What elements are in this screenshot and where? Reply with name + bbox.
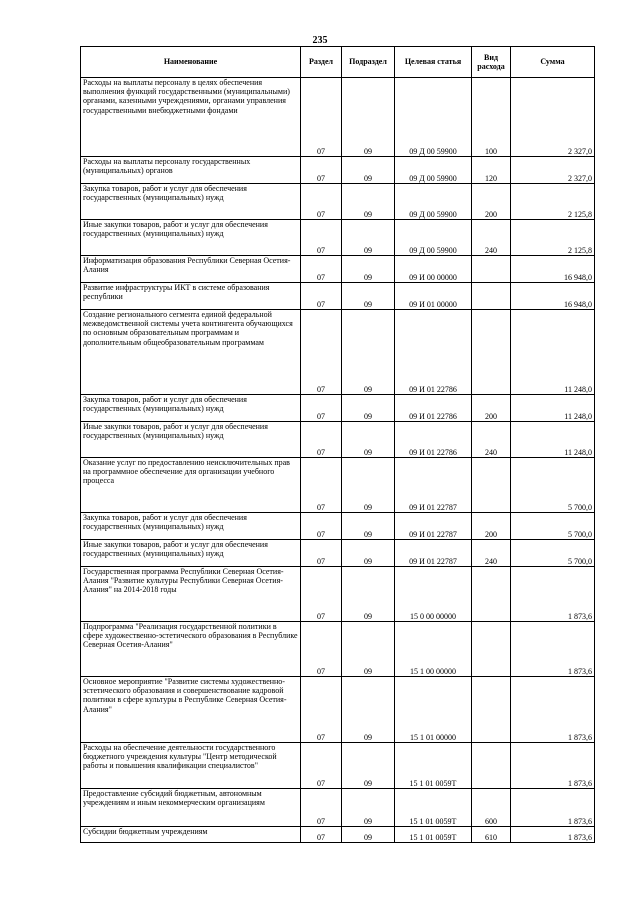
header-section: Раздел — [301, 47, 342, 78]
row-subsection: 09 — [342, 743, 395, 789]
row-section: 07 — [301, 184, 342, 220]
row-subsection: 09 — [342, 540, 395, 567]
row-sum: 1 873,6 — [511, 567, 595, 622]
row-subsection: 09 — [342, 157, 395, 184]
row-sum: 1 873,6 — [511, 622, 595, 677]
table-row — [81, 827, 595, 843]
row-sum: 11 248,0 — [511, 422, 595, 458]
row-target: 15 1 01 0059Т — [395, 789, 472, 827]
row-type — [472, 256, 511, 283]
row-sum: 11 248,0 — [511, 310, 595, 395]
row-type: 200 — [472, 395, 511, 422]
row-subsection: 09 — [342, 395, 395, 422]
row-type — [472, 743, 511, 789]
row-target: 09 И 01 22787 — [395, 458, 472, 513]
row-sum: 16 948,0 — [511, 283, 595, 310]
table-row — [81, 458, 595, 513]
row-section: 07 — [301, 157, 342, 184]
row-target: 09 Д 00 59900 — [395, 78, 472, 157]
row-target: 09 И 01 22786 — [395, 310, 472, 395]
row-subsection: 09 — [342, 789, 395, 827]
row-section: 07 — [301, 513, 342, 540]
row-target: 09 Д 00 59900 — [395, 220, 472, 256]
row-section: 07 — [301, 743, 342, 789]
page-number: 235 — [312, 35, 328, 46]
row-section: 07 — [301, 422, 342, 458]
row-section: 07 — [301, 283, 342, 310]
row-name: Создание регионального сегмента единой федеральной межведомственной системы учета контингента обучающихся по основным образовательным программам и дополнительным общеобразовательным программам — [81, 310, 301, 395]
row-type: 120 — [472, 157, 511, 184]
row-target: 09 И 01 22787 — [395, 540, 472, 567]
row-sum: 1 873,6 — [511, 677, 595, 743]
row-target: 15 0 00 00000 — [395, 567, 472, 622]
table-row — [81, 283, 595, 310]
table-row — [81, 622, 595, 677]
table-header-row — [81, 47, 595, 78]
row-subsection: 09 — [342, 220, 395, 256]
row-section: 07 — [301, 567, 342, 622]
table-row — [81, 220, 595, 256]
row-subsection: 09 — [342, 256, 395, 283]
row-target: 09 Д 00 59900 — [395, 184, 472, 220]
row-target: 15 1 00 00000 — [395, 622, 472, 677]
row-subsection: 09 — [342, 827, 395, 843]
table-row — [81, 310, 595, 395]
row-section: 07 — [301, 789, 342, 827]
row-name: Расходы на обеспечение деятельности государственного бюджетного учреждения культуры "Центр методической работы и повышения квалификации специалистов" — [81, 743, 301, 789]
row-subsection: 09 — [342, 283, 395, 310]
row-name: Оказание услуг по предоставлению неисключительных прав на программное обеспечение для организации учебного процесса — [81, 458, 301, 513]
row-name: Предоставление субсидий бюджетным, автономным учреждениям и иным некоммерческим организациям — [81, 789, 301, 827]
row-section: 07 — [301, 310, 342, 395]
row-name: Основное мероприятие "Развитие системы художественно-эстетического образования и совершенствование кадровой политики в сфере культуры в Республике Северная Осетия-Алания" — [81, 677, 301, 743]
header-type: Вид расхода — [472, 47, 511, 78]
row-sum: 5 700,0 — [511, 540, 595, 567]
table-row — [81, 677, 595, 743]
row-type: 240 — [472, 220, 511, 256]
row-name: Закупка товаров, работ и услуг для обеспечения государственных (муниципальных) нужд — [81, 513, 301, 540]
row-sum: 2 125,8 — [511, 220, 595, 256]
row-type — [472, 458, 511, 513]
row-sum: 1 873,6 — [511, 743, 595, 789]
row-section: 07 — [301, 622, 342, 677]
row-subsection: 09 — [342, 513, 395, 540]
row-sum: 2 327,0 — [511, 157, 595, 184]
row-name: Иные закупки товаров, работ и услуг для обеспечения государственных (муниципальных) нужд — [81, 422, 301, 458]
row-section: 07 — [301, 395, 342, 422]
table-row — [81, 540, 595, 567]
row-sum: 16 948,0 — [511, 256, 595, 283]
header-sum: Сумма — [511, 47, 595, 78]
row-sum: 5 700,0 — [511, 458, 595, 513]
row-name: Закупка товаров, работ и услуг для обеспечения государственных (муниципальных) нужд — [81, 184, 301, 220]
row-type: 240 — [472, 422, 511, 458]
header-subsection: Подраздел — [342, 47, 395, 78]
row-target: 09 И 01 22787 — [395, 513, 472, 540]
row-sum: 2 125,8 — [511, 184, 595, 220]
row-sum: 1 873,6 — [511, 789, 595, 827]
row-target: 09 И 01 00000 — [395, 283, 472, 310]
row-target: 15 1 01 0059Т — [395, 827, 472, 843]
row-name: Субсидии бюджетным учреждениям — [81, 827, 301, 843]
row-type: 200 — [472, 184, 511, 220]
table-row — [81, 184, 595, 220]
row-type — [472, 677, 511, 743]
row-type: 610 — [472, 827, 511, 843]
row-sum: 2 327,0 — [511, 78, 595, 157]
row-target: 09 Д 00 59900 — [395, 157, 472, 184]
table-row — [81, 157, 595, 184]
row-name: Расходы на выплаты персоналу в целях обеспечения выполнения функций государственными (муниципальными) органами, казенными учреждениями, органами управления государственными внебюджетными фондами — [81, 78, 301, 157]
row-sum: 1 873,6 — [511, 827, 595, 843]
row-target: 09 И 00 00000 — [395, 256, 472, 283]
row-section: 07 — [301, 458, 342, 513]
row-section: 07 — [301, 256, 342, 283]
row-type: 240 — [472, 540, 511, 567]
row-subsection: 09 — [342, 622, 395, 677]
budget-table — [80, 46, 595, 843]
row-sum: 11 248,0 — [511, 395, 595, 422]
table-row — [81, 395, 595, 422]
table-row — [81, 78, 595, 157]
row-subsection: 09 — [342, 78, 395, 157]
row-subsection: 09 — [342, 567, 395, 622]
row-subsection: 09 — [342, 310, 395, 395]
row-name: Развитие инфраструктуры ИКТ в системе образования республики — [81, 283, 301, 310]
header-name: Наименование — [81, 47, 301, 78]
table-row — [81, 256, 595, 283]
row-type — [472, 310, 511, 395]
table-row — [81, 422, 595, 458]
row-name: Расходы на выплаты персоналу государственных (муниципальных) органов — [81, 157, 301, 184]
row-type: 200 — [472, 513, 511, 540]
row-subsection: 09 — [342, 422, 395, 458]
row-section: 07 — [301, 220, 342, 256]
row-type: 600 — [472, 789, 511, 827]
row-section: 07 — [301, 540, 342, 567]
row-name: Закупка товаров, работ и услуг для обеспечения государственных (муниципальных) нужд — [81, 395, 301, 422]
table-row — [81, 789, 595, 827]
row-name: Иные закупки товаров, работ и услуг для обеспечения государственных (муниципальных) нужд — [81, 540, 301, 567]
row-type — [472, 567, 511, 622]
row-type — [472, 622, 511, 677]
table-row — [81, 743, 595, 789]
row-section: 07 — [301, 78, 342, 157]
row-name: Государственная программа Республики Северная Осетия-Алания "Развитие культуры Республики Северная Осетия-Алания" на 2014-2018 годы — [81, 567, 301, 622]
row-name: Подпрограмма "Реализация государственной политики в сфере художественно-эстетического образования в Республике Северная Осетия-Алания" — [81, 622, 301, 677]
row-target: 09 И 01 22786 — [395, 422, 472, 458]
row-section: 07 — [301, 827, 342, 843]
table-row — [81, 513, 595, 540]
row-name: Иные закупки товаров, работ и услуг для обеспечения государственных (муниципальных) нужд — [81, 220, 301, 256]
row-subsection: 09 — [342, 184, 395, 220]
row-target: 15 1 01 00000 — [395, 677, 472, 743]
table-row — [81, 567, 595, 622]
row-target: 15 1 01 0059Т — [395, 743, 472, 789]
header-target: Целевая статья — [395, 47, 472, 78]
row-sum: 5 700,0 — [511, 513, 595, 540]
row-subsection: 09 — [342, 458, 395, 513]
row-type: 100 — [472, 78, 511, 157]
row-name: Информатизация образования Республики Северная Осетия-Алания — [81, 256, 301, 283]
row-target: 09 И 01 22786 — [395, 395, 472, 422]
row-section: 07 — [301, 677, 342, 743]
row-type — [472, 283, 511, 310]
row-subsection: 09 — [342, 677, 395, 743]
